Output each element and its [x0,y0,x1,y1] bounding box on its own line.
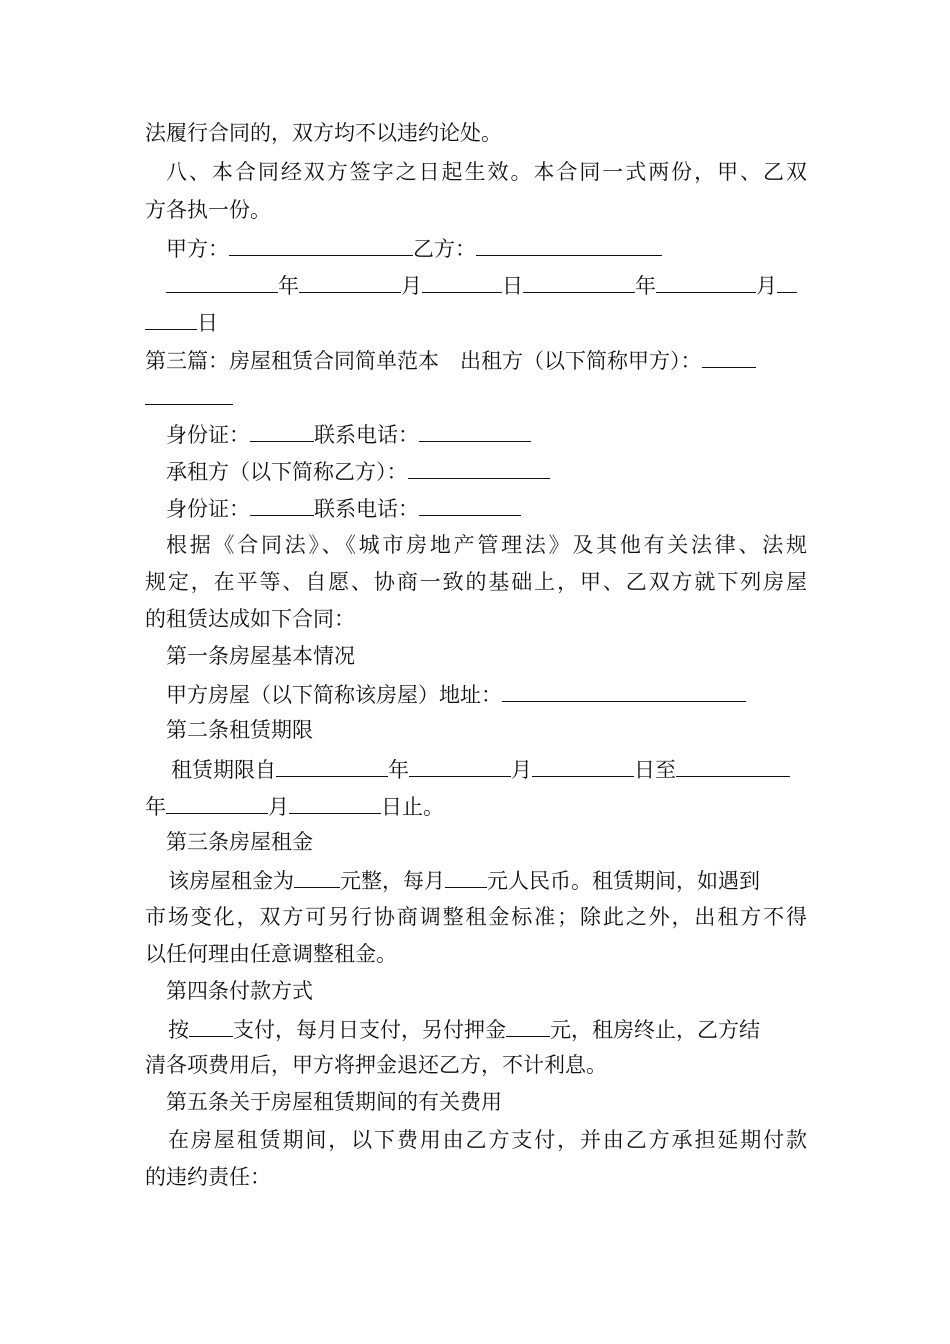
date-blank[interactable] [299,272,401,293]
date-blank[interactable] [523,272,635,293]
paragraph-line: 方各执一份。 [145,198,271,222]
date-blank[interactable] [166,793,268,814]
date-blank[interactable] [532,756,634,777]
signature-date-line: 年 月 日 年 月 [166,272,807,296]
signature-line [166,235,807,259]
date-blank[interactable] [656,272,756,293]
payment-blank[interactable] [189,1016,233,1037]
section-heading: 第三篇：房屋租赁合同简单范本 出租方（以下简称甲方）： [145,347,807,371]
date-blank[interactable] [422,272,502,293]
article-heading: 第二条租赁期限 [166,718,313,742]
id-blank[interactable] [250,495,314,516]
phone-blank[interactable] [419,421,531,442]
lessor-blank[interactable] [702,347,756,368]
address-blank[interactable] [502,681,746,702]
lessor-id-line: 身份证： 联系电话： [166,421,807,445]
paragraph-line: 的违约责任： [145,1165,271,1189]
date-blank[interactable] [676,756,790,777]
paragraph-line: 规定，在平等、自愿、协商一致的基础上，甲、乙双方就下列房屋 [145,570,807,594]
lessor-blank[interactable] [145,384,233,405]
paragraph-line: 根据《合同法》、《城市房地产管理法》及其他有关法律、法规 [166,533,807,557]
paragraph-line: 的租赁达成如下合同： [145,607,355,631]
rent-line: 该房屋租金为 元整，每月 元人民币。租赁期间，如遇到 [168,869,760,893]
rent-blank[interactable] [294,867,340,888]
party-a-blank[interactable] [229,235,413,256]
date-blank[interactable] [289,793,381,814]
party-b-blank[interactable] [476,235,662,256]
date-blank[interactable] [777,272,797,293]
payment-line: 按 支付，每月日支付，另付押金 元，租房终止，乙方结 [168,1018,760,1042]
article-heading: 第三条房屋租金 [166,830,313,854]
clause-eight-line: 八、本合同经双方签字之日起生效。本合同一式两份，甲、乙双 [166,160,807,184]
lease-term-line: 租赁期限自 年 月 日至 [171,756,807,780]
lease-term-line-cont: 年 月 日止。 [145,795,444,819]
id-blank[interactable] [250,421,314,442]
date-blank[interactable] [166,272,278,293]
party-a-label: 甲方： [166,237,229,261]
article-heading: 第五条关于房屋租赁期间的有关费用 [166,1090,502,1114]
article-heading: 第四条付款方式 [166,979,313,1003]
lessee-id-line: 身份证： 联系电话： [166,495,807,519]
article-heading: 第一条房屋基本情况 [166,644,355,668]
signature-date-line-cont: 日 [145,309,807,333]
rent-blank[interactable] [445,867,487,888]
paragraph-line: 以任何理由任意调整租金。 [145,942,397,966]
lessee-line: 承租方（以下简称乙方）： [166,458,807,482]
paragraph-line: 在房屋租赁期间，以下费用由乙方支付，并由乙方承担延期付款 [168,1128,807,1152]
lessee-blank[interactable] [408,458,550,479]
deposit-blank[interactable] [506,1016,550,1037]
date-blank[interactable] [276,756,388,777]
paragraph-line: 法履行合同的，双方均不以违约论处。 [145,121,502,145]
phone-blank[interactable] [419,495,521,516]
lessor-blank-cont [145,384,807,408]
date-blank[interactable] [409,756,511,777]
party-b-label: 乙方： [413,237,476,261]
paragraph-line: 市场变化，双方可另行协商调整租金标准；除此之外，出租方不得 [145,905,807,929]
date-blank[interactable] [145,309,197,330]
paragraph-line: 清各项费用后，甲方将押金退还乙方，不计利息。 [145,1053,607,1077]
address-line: 甲方房屋（以下简称该房屋）地址： [166,681,807,705]
